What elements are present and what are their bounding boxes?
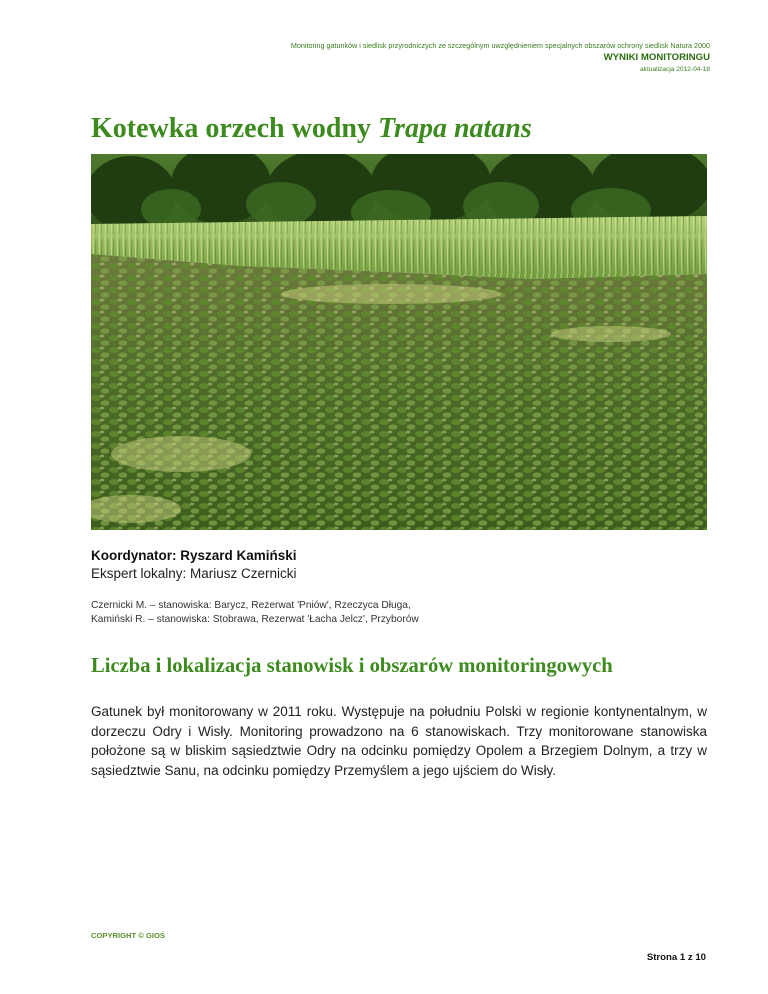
page-title	[91, 113, 532, 145]
header-subtitle: Monitoring gatunków i siedlisk przyrodniczych ze szczególnym uwzględnieniem specjalnych obszarów ochrony siedlisk Natura 2000	[290, 41, 710, 50]
section-paragraph: Gatunek był monitorowany w 2011 roku. Występuje na południu Polski w regionie kontynentalnym, w dorzeczu Odry i Wisły. Monitoring prowadzono na 6 stanowiskach. Trzy monitorowane stanowiska położone są w bliskim sąsiedztwie Odry na odcinku pomiędzy Opolem a Brzegiem Dolnym, a trzy w sąsiedztwie Sanu, na odcinku pomiędzy Przemyślem a jego ujściem do Wisły.	[91, 704, 707, 778]
sites-note-kaminski: Kamiński R. – stanowiska: Stobrawa, Rezerwat 'Łacha Jelcz', Przyborów	[91, 614, 419, 625]
header-update-date: aktualizacja 2012-04-18	[639, 66, 710, 73]
coordinator-label: Koordynator: Ryszard Kamiński	[91, 548, 297, 563]
local-expert-label: Ekspert lokalny: Mariusz Czernicki	[91, 566, 297, 581]
section-heading: Liczba i lokalizacja stanowisk i obszarów monitoringowych	[91, 655, 613, 677]
water-chestnut-photo	[91, 154, 707, 530]
header-results: WYNIKI MONITORINGU	[603, 52, 710, 63]
sites-note-czernicki: Czernicki M. – stanowiska: Barycz, Rezerwat 'Pniów', Rzeczyca Długa,	[91, 600, 411, 611]
title-latin-name: Trapa natans	[377, 113, 532, 144]
copyright-notice: COPYRIGHT © GIOŚ	[91, 931, 165, 940]
title-common-name: Kotewka orzech wodny	[91, 113, 371, 144]
page-number: Strona 1 z 10	[646, 952, 706, 963]
